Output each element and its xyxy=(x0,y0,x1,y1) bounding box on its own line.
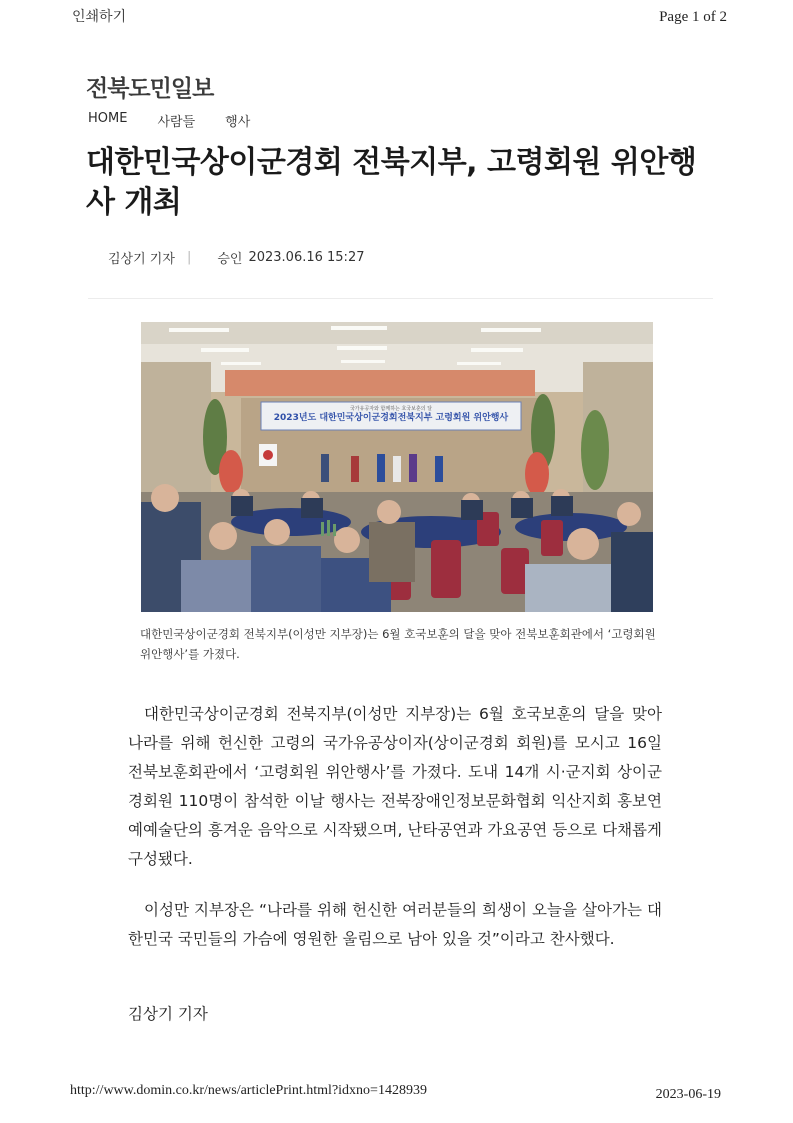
article-body xyxy=(128,700,662,976)
print-link[interactable]: 인쇄하기 xyxy=(72,9,127,25)
breadcrumb-events[interactable]: 행사 xyxy=(225,115,251,130)
photo-caption: 대한민국상이군경회 전북지부(이성만 지부장)는 6월 호국보훈의 달을 맞아 전북보훈회관에서 ‘고령회원 위안행사’를 가졌다. xyxy=(140,627,656,661)
breadcrumb-home[interactable]: HOME xyxy=(88,111,128,126)
closing-byline: 김상기 기자 xyxy=(128,1005,208,1023)
meta-divider: | xyxy=(186,250,192,265)
article-meta xyxy=(108,248,364,267)
header-divider xyxy=(88,298,713,299)
newspaper-logo[interactable]: 전북도민일보 xyxy=(86,76,214,102)
article-paragraph: 대한민국상이군경회 전북지부(이성만 지부장)는 6월 호국보훈의 달을 맞아 나라를 위해 헌신한 고령의 국가유공상이자(상이군경회 회원)를 모시고 16일 전북보훈회관에서 ‘고령회원 위안행사’를 가졌다. 도내 14개 시·군지회 상이군경회원 110명이 참석한 이날 행사는 전북장애인정보문화협회 익산지회 홍보연예예술단의 흥겨운 음악으로 시작됐으며, 난타공연과 가요공연 등으로 다채롭게 구성됐다. xyxy=(128,705,662,868)
reporter-name: 김상기 기자 xyxy=(108,252,175,267)
banner-subtext: 국가유공자와 함께하는 호국보훈의 달 xyxy=(349,406,433,412)
footer-date: 2023-06-19 xyxy=(655,1087,721,1102)
article-paragraph: 이성만 지부장은 “나라를 위해 헌신한 여러분들의 희생이 오늘을 살아가는 대한민국 국민들의 가슴에 영원한 울림으로 남아 있을 것”이라고 찬사했다. xyxy=(128,901,662,948)
article-photo xyxy=(141,322,653,612)
page-indicator: Page 1 of 2 xyxy=(659,9,727,25)
article-title: 대한민국상이군경회 전북지부, 고령회원 위안행사 개최 xyxy=(86,145,697,220)
breadcrumb-people[interactable]: 사람들 xyxy=(157,115,196,130)
approved-label: 승인 xyxy=(217,252,243,267)
approved-datetime: 2023.06.16 15:27 xyxy=(248,250,365,265)
banner-text: 2023년도 대한민국상이군경회전북지부 고령회원 위안행사 xyxy=(273,413,509,423)
event-hall-photo xyxy=(141,322,653,612)
breadcrumb xyxy=(88,111,280,130)
footer-url[interactable]: http://www.domin.co.kr/news/articlePrint.html?idxno=1428939 xyxy=(70,1083,427,1098)
